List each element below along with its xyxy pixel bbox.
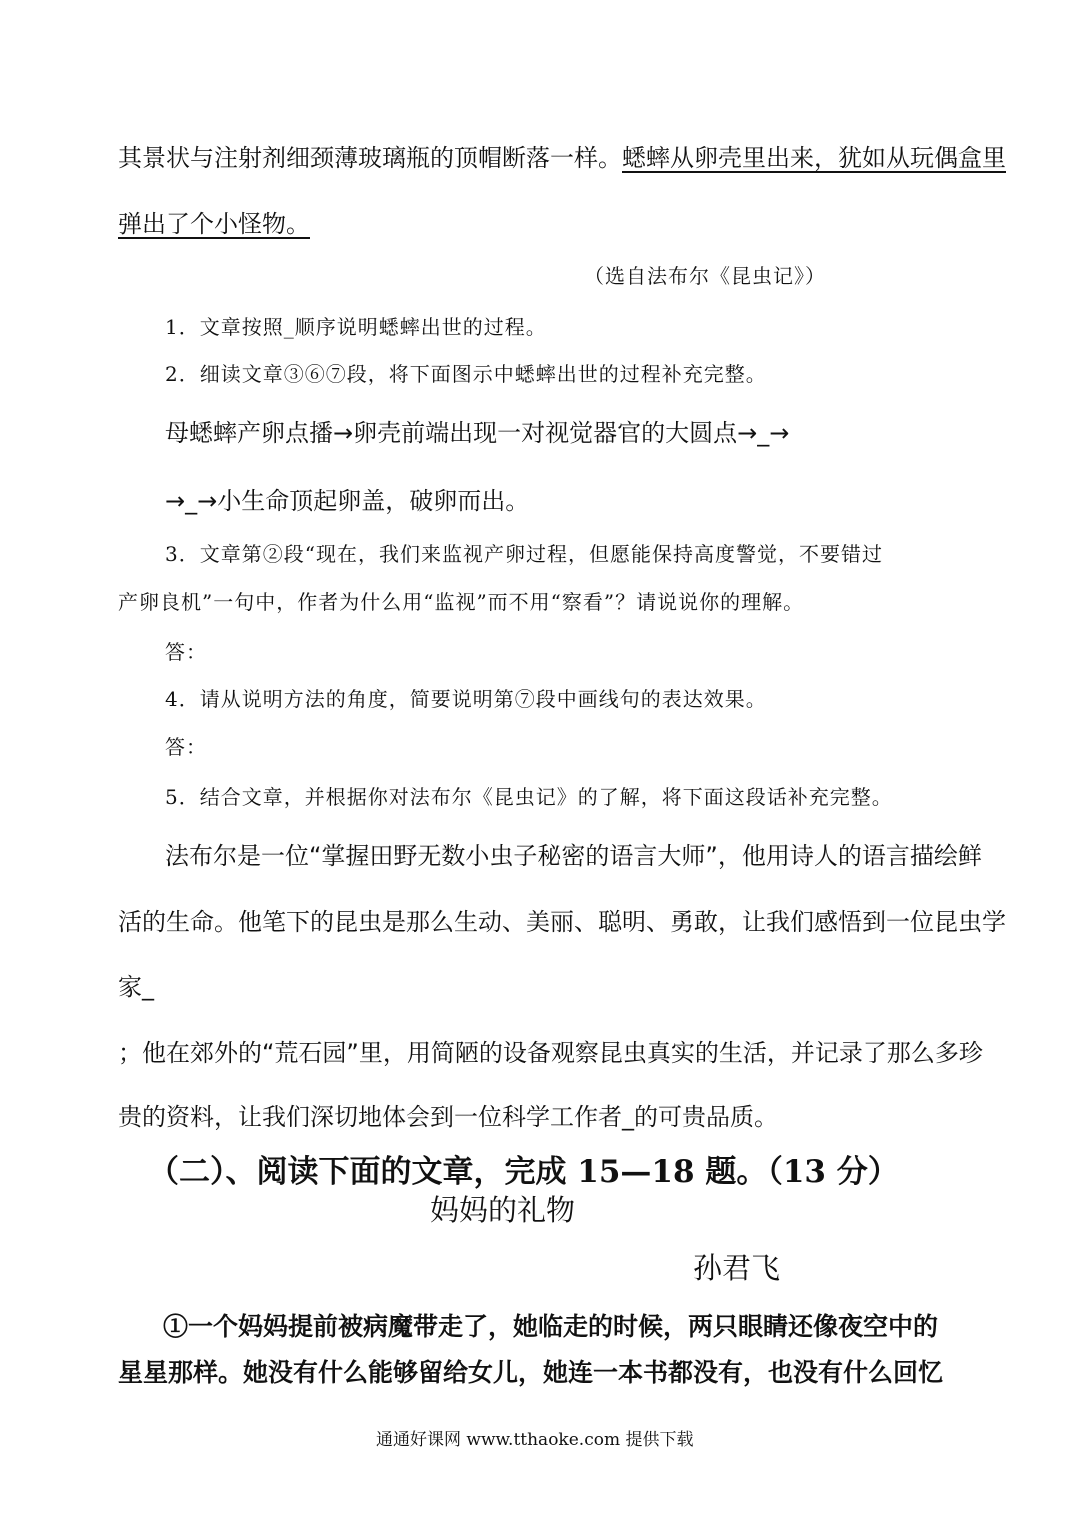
q5-paragraph-line-1: 法布尔是一位“掌握田野无数小虫子秘密的语言大师”，他用诗人的语言描绘鲜 [165, 842, 982, 870]
answer-label: 答： [165, 735, 207, 759]
q5-paragraph-line-2: 活的生命。他笔下的昆虫是那么生动、美丽、聪明、勇敢，让我们感悟到一位昆虫学 [118, 908, 1006, 936]
q5-paragraph-line-5: 贵的资料，让我们深切地体会到一位科学工作者_的可贵品质。 [118, 1103, 778, 1131]
q5-paragraph-line-4: ；他在郊外的“荒石园”里，用简陋的设备观察昆虫真实的生活，并记录了那么多珍 [118, 1039, 983, 1067]
article-author: 孙君飞 [693, 1251, 781, 1285]
q5-paragraph-line-3: 家_ [118, 973, 154, 1001]
answer-label: 答： [165, 640, 207, 664]
q2-flow-line-2: →_→小生命顶起卵盖，破卵而出。 [165, 487, 530, 515]
passage-text: 其景状与注射剂细颈薄玻璃瓶的顶帽断落一样。 [118, 144, 622, 172]
question-3-line-2: 产卵良机”一句中，作者为什么用“监视”而不用“察看”？请说说你的理解。 [118, 590, 805, 614]
passage-line-1 [118, 138, 1006, 173]
article-paragraph-line-1: ①一个妈妈提前被病魔带走了，她临走的时候，两只眼睛还像夜空中的 [163, 1312, 939, 1341]
article-title: 妈妈的礼物 [430, 1193, 576, 1227]
question-4: 4．请从说明方法的角度，简要说明第⑦段中画线句的表达效果。 [165, 687, 767, 711]
passage-line-2: 弹出了个小怪物。 [118, 210, 310, 238]
question-1: 1．文章按照_顺序说明蟋蟀出世的过程。 [165, 315, 547, 339]
underlined-sentence: 蟋蟀从卵壳里出来，犹如从玩偶盒里 [622, 144, 1006, 172]
question-3-line-1: 3．文章第②段“现在，我们来监视产卵过程，但愿能保持高度警觉，不要错过 [165, 542, 883, 566]
question-5: 5．结合文章，并根据你对法布尔《昆虫记》的了解，将下面这段话补充完整。 [165, 785, 893, 809]
section-heading: （二）、阅读下面的文章，完成 15—18 题。（13 分） [148, 1154, 899, 1190]
question-2: 2．细读文章③⑥⑦段，将下面图示中蟋蟀出世的过程补充完整。 [165, 362, 767, 386]
article-paragraph-line-2: 星星那样。她没有什么能够留给女儿，她连一本书都没有，也没有什么回忆 [118, 1358, 944, 1387]
page-footer: 通通好课网 www.tthaoke.com 提供下载 [376, 1430, 694, 1450]
q2-flow-line-1: 母蟋蟀产卵点播→卵壳前端出现一对视觉器官的大圆点→_→ [165, 419, 790, 447]
passage-source: （选自法布尔《昆虫记》） [584, 264, 826, 288]
